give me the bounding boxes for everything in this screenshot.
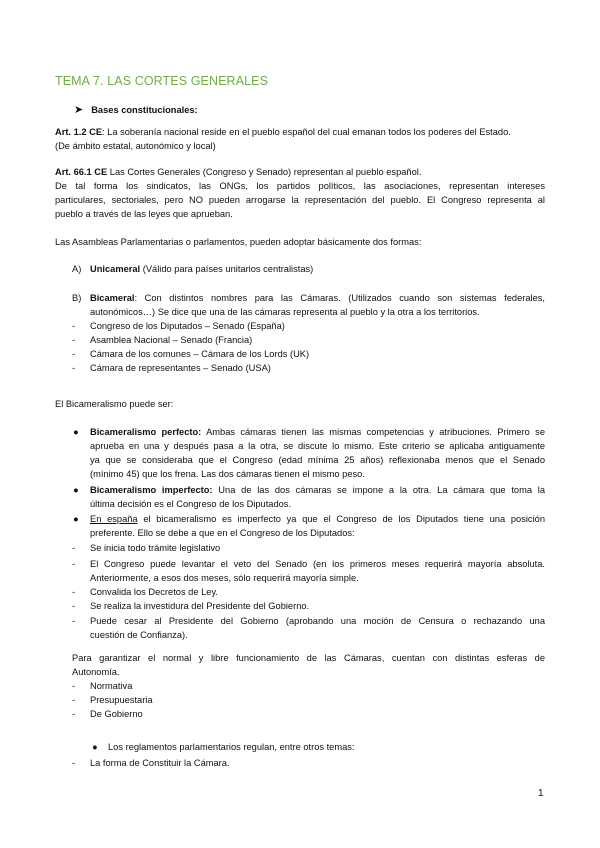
dash-marker: - <box>72 543 76 553</box>
art-66-1-text: Las Cortes Generales (Congreso y Senado) representan al pueblo español. <box>107 167 422 177</box>
imperfecto-line2: última decisión es el Congreso de los Diputados. <box>90 499 292 509</box>
dash-marker: - <box>72 363 76 373</box>
list-item: El Congreso puede levantar el veto del Senado (en los primeros meses requerirá mayoría absoluta. <box>90 559 545 569</box>
autonomia-line: Autonomía. <box>72 667 120 677</box>
dash-marker: - <box>72 587 76 597</box>
page-number: 1 <box>538 788 544 799</box>
art-1-2-paragraph <box>55 126 511 139</box>
dash-marker: - <box>72 709 76 719</box>
list-item: Convalida los Decretos de Ley. <box>90 587 218 597</box>
art-66-line: pueblo a través de las leyes que aprueban. <box>55 209 233 219</box>
bases-label: Bases constitucionales: <box>91 105 198 115</box>
bullet-icon: ● <box>73 485 79 495</box>
list-item: Normativa <box>90 681 133 691</box>
page-title: TEMA 7. LAS CORTES GENERALES <box>55 74 269 88</box>
art-66-line: particulares, sectoriales, pero NO pueden arrogarse la representación del pueblo. El Congreso representa al <box>55 195 545 205</box>
bicameralismo-intro: El Bicameralismo puede ser: <box>55 399 174 409</box>
list-item: Asamblea Nacional – Senado (Francia) <box>90 335 253 345</box>
imperfecto-desc: Una de las dos cámaras se impone a la otra. La cámara que toma la <box>212 485 545 495</box>
form-b-marker: B) <box>72 293 82 303</box>
art-66-line: De tal forma los sindicatos, las ONGs, los partidos políticos, las asociaciones, representan intereses <box>55 181 545 191</box>
art-66-1-ref: Art. 66.1 CE <box>55 167 108 177</box>
list-item: De Gobierno <box>90 709 143 719</box>
autonomia-line: Para garantizar el normal y libre funcionamiento de las Cámaras, cuentan con distintas esferas de <box>72 653 545 663</box>
list-item: Puede cesar al Presidente del Gobierno (aprobando una moción de Censura o rechazando una <box>90 616 545 626</box>
espana-desc: el bicameralismo es imperfecto ya que el Congreso de los Diputados tiene una posición <box>137 514 545 524</box>
list-item: Cámara de los comunes – Cámara de los Lords (UK) <box>90 349 310 359</box>
form-a-text <box>90 263 313 276</box>
reglamentos-text: Los reglamentos parlamentarios regulan, entre otros temas: <box>108 742 355 752</box>
espana-text <box>90 513 545 526</box>
perfecto-text <box>90 426 545 439</box>
dash-marker: - <box>72 681 76 691</box>
art-1-2-line2: (De ámbito estatal, autonómico y local) <box>55 141 216 151</box>
bases-heading <box>74 104 198 117</box>
bullet-icon: ● <box>73 427 79 437</box>
list-item: La forma de Constituir la Cámara. <box>90 758 230 768</box>
perfecto-desc: Ambas cámaras tienen las mismas competencias y atribuciones. Primero se <box>201 427 545 437</box>
espana-line2: preferente. Ello se debe a que en el Congreso de los Diputados: <box>90 528 355 538</box>
list-item-continuation: cuestión de Confianza). <box>90 630 188 640</box>
form-b-line2: autonómicos…) Se dice que una de las cámaras representa al pueblo y la otra a los territorios. <box>90 307 480 317</box>
list-item: Cámara de representantes – Senado (USA) <box>90 363 271 373</box>
bullet-icon: ● <box>92 742 98 752</box>
imperfecto-text <box>90 484 545 497</box>
perfecto-line: aprueba en una y después pasa a la otra, se discute lo mismo. Este criterio se aplicaba antiguamente <box>90 441 545 451</box>
imperfecto-term: Bicameralismo imperfecto: <box>90 485 213 495</box>
list-item: Se inicia todo trámite legislativo <box>90 543 221 553</box>
form-b-desc: : Con distintos nombres para las Cámaras. (Utilizados cuando son sistemas federales, <box>134 293 545 303</box>
art-1-2-ref: Art. 1.2 CE <box>55 127 103 137</box>
dash-marker: - <box>72 321 76 331</box>
espana-term: En españa <box>90 514 138 524</box>
asambleas-intro: Las Asambleas Parlamentarias o parlamentos, pueden adoptar básicamente dos formas: <box>55 237 422 247</box>
dash-marker: - <box>72 601 76 611</box>
form-a-desc: (Válido para países unitarios centralistas) <box>140 264 314 274</box>
dash-marker: - <box>72 559 76 569</box>
form-a-term: Unicameral <box>90 264 141 274</box>
form-a-marker: A) <box>72 264 82 274</box>
list-item: Se realiza la investidura del Presidente del Gobierno. <box>90 601 310 611</box>
bullet-icon: ● <box>73 514 79 524</box>
dash-marker: - <box>72 335 76 345</box>
art-66-1-paragraph <box>55 166 421 179</box>
perfecto-line: ya que se consideraba que el Congreso (edad mínima 25 años) reflexionaba menos que el Senado <box>90 455 545 465</box>
dash-marker: - <box>72 758 76 768</box>
dash-marker: - <box>72 349 76 359</box>
dash-marker: - <box>72 695 76 705</box>
list-item-continuation: Anteriormente, a esos dos meses, sólo requerirá mayoría simple. <box>90 573 359 583</box>
arrow-bullet-icon: ➤ <box>74 104 84 116</box>
form-b-term: Bicameral <box>90 293 135 303</box>
art-1-2-text: : La soberanía nacional reside en el pueblo español del cual emanan todos los poderes del Estado. <box>102 127 511 137</box>
list-item: Presupuestaria <box>90 695 153 705</box>
perfecto-line: (mínimo 45) que los frena. Las dos cámaras tienen el mismo peso. <box>90 469 365 479</box>
list-item: Congreso de los Diputados – Senado (España) <box>90 321 285 331</box>
perfecto-term: Bicameralismo perfecto: <box>90 427 202 437</box>
dash-marker: - <box>72 616 76 626</box>
form-b-text <box>90 292 545 305</box>
